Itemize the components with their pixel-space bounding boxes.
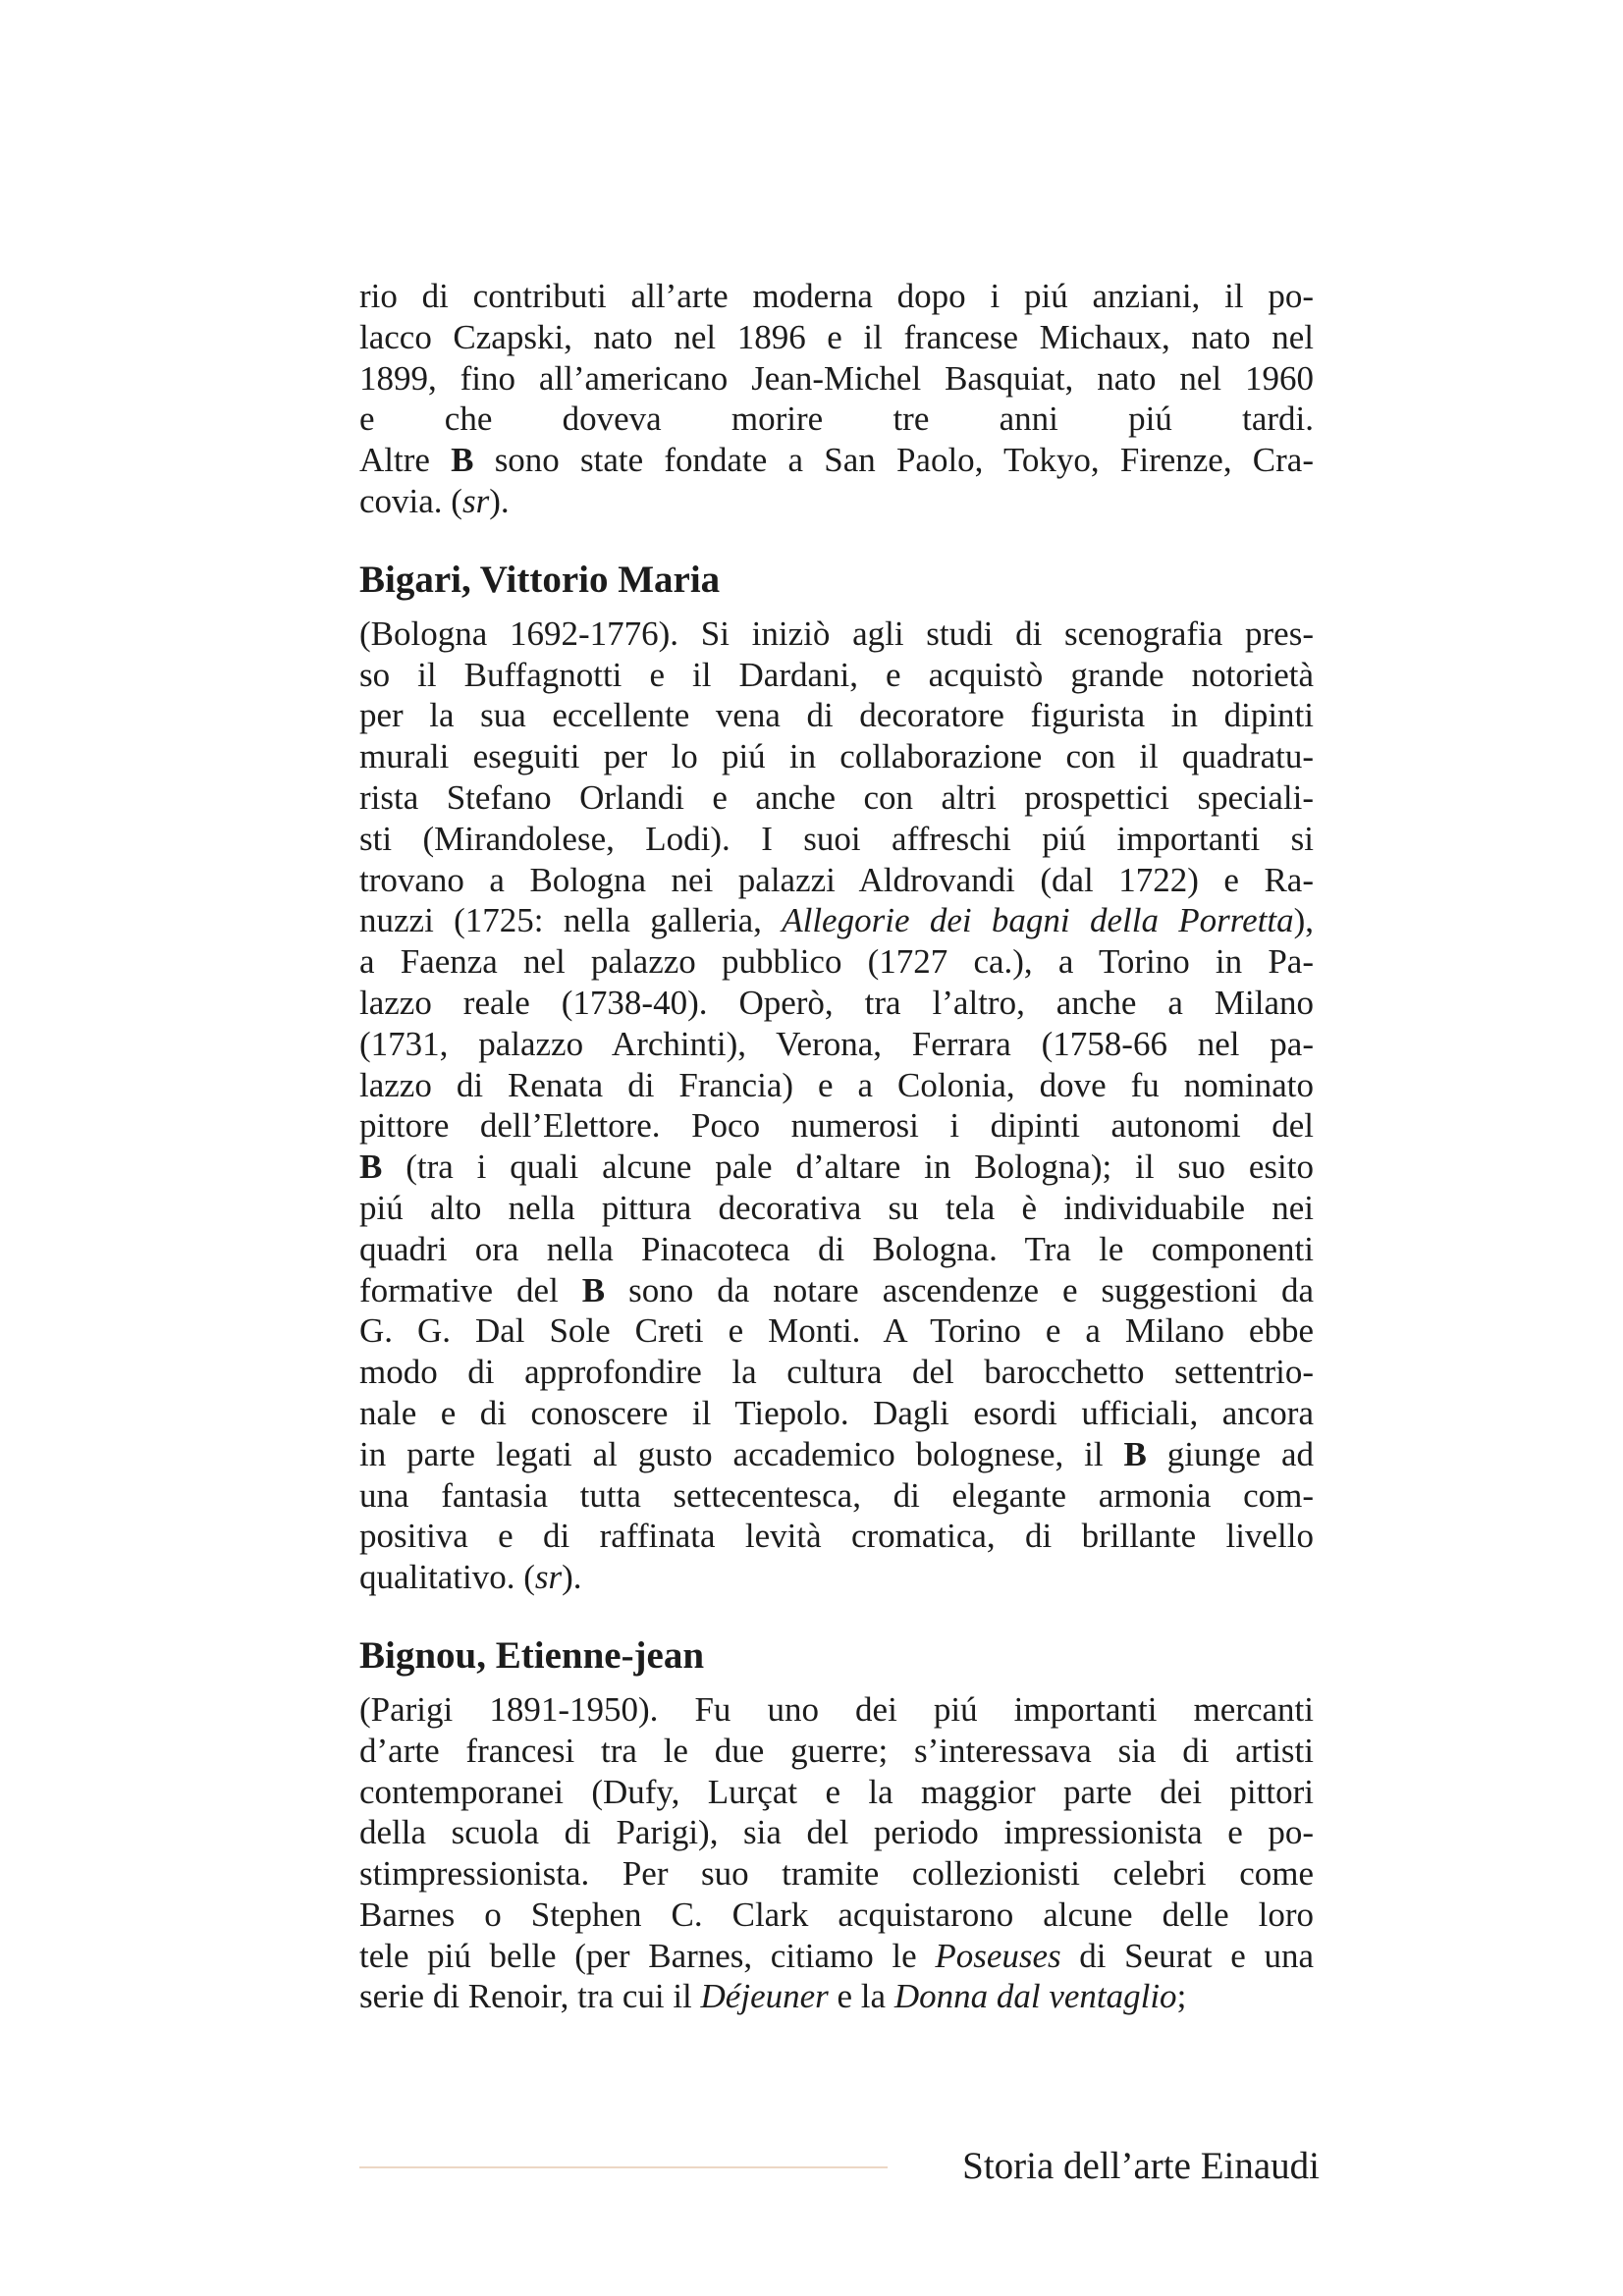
- italic-text: Donna dal ventaglio: [893, 1977, 1177, 2016]
- text-run: e che doveva morire tre anni piú tardi.: [359, 400, 1314, 439]
- text-run: giunge ad: [1146, 1434, 1314, 1473]
- entry-body-line: [359, 1434, 1314, 1475]
- text-column: [359, 276, 1314, 2017]
- text-run: per la sua eccellente vena di decoratore figurista in dipinti: [359, 696, 1314, 735]
- intro-line: [359, 317, 1314, 358]
- text-run: ).: [489, 481, 510, 520]
- text-run: e la: [828, 1977, 894, 2016]
- entry-body-line: [359, 819, 1314, 860]
- text-run: ).: [562, 1558, 582, 1597]
- text-run: piú alto nella pittura decorativa su tela è individuabile nei: [359, 1188, 1314, 1227]
- text-run: (Bologna 1692-1776). Si iniziò agli studi di scenografia pres-: [359, 614, 1314, 653]
- text-run: (Parigi 1891-1950). Fu uno dei piú importanti mercanti: [359, 1689, 1314, 1729]
- entry-body-line: [359, 1147, 1314, 1188]
- entry-body-line: [359, 1229, 1314, 1270]
- section-gap: [359, 1598, 1314, 1630]
- entry-heading-bignou: Bignou, Etienne-jean: [359, 1633, 705, 1677]
- text-run: (tra i quali alcune pale d’altare in Bologna); il suo esito: [382, 1148, 1314, 1187]
- entry-body-line: [359, 1853, 1314, 1895]
- bold-abbrev: B: [581, 1270, 606, 1309]
- entry-body-line: [359, 983, 1314, 1024]
- entry-body-bigari: [359, 614, 1314, 1598]
- text-run: Altre: [359, 441, 452, 480]
- text-run: tele piú belle (per Barnes, citiamo le: [359, 1936, 936, 1975]
- entry-body-line: [359, 736, 1314, 777]
- entry-body-line: [359, 1895, 1314, 1936]
- text-run: qualitativo. (: [359, 1558, 535, 1597]
- text-run: so il Buffagnotti e il Dardani, e acquistò grande notorietà: [359, 655, 1314, 694]
- text-run: a Faenza nel palazzo pubblico (1727 ca.), a Torino in Pa-: [359, 942, 1314, 982]
- intro-line: [359, 399, 1314, 440]
- entry-body-line: [359, 1475, 1314, 1517]
- entry-body-line: [359, 1024, 1314, 1065]
- entry-body-line: [359, 1352, 1314, 1393]
- text-run: lazzo reale (1738-40). Operò, tra l’altro, anche a Milano: [359, 983, 1314, 1022]
- intro-line: [359, 440, 1314, 481]
- entry-body-line: [359, 1772, 1314, 1813]
- entry-body-line: [359, 1188, 1314, 1229]
- entry-body-line: [359, 695, 1314, 736]
- text-run: nale e di conoscere il Tiepolo. Dagli esordi ufficiali, ancora: [359, 1393, 1314, 1432]
- text-run: ),: [1293, 901, 1315, 940]
- entry-body-line: [359, 1516, 1314, 1557]
- bold-abbrev: B: [451, 441, 474, 480]
- entry-body-line: [359, 777, 1314, 819]
- text-run: pittore dell’Elettore. Poco numerosi i dipinti autonomi del: [359, 1106, 1314, 1146]
- text-run: (1731, palazzo Archinti), Verona, Ferrara (1758-66 nel pa-: [359, 1024, 1314, 1063]
- text-run: stimpressionista. Per suo tramite collezionisti celebri come: [359, 1854, 1314, 1894]
- entry-body-line: [359, 1689, 1314, 1731]
- text-run: una fantasia tutta settecentesca, di elegante armonia com-: [359, 1475, 1314, 1515]
- entry-body-line: [359, 1812, 1314, 1853]
- entry-body-line: [359, 900, 1314, 941]
- text-run: lazzo di Renata di Francia) e a Colonia, dove fu nominato: [359, 1065, 1314, 1104]
- italic-text: Déjeuner: [700, 1977, 829, 2016]
- text-run: rista Stefano Orlandi e anche con altri prospettici speciali-: [359, 777, 1314, 817]
- text-run: in parte legati al gusto accademico bolognese, il: [359, 1434, 1124, 1473]
- footer-rule: [359, 2166, 888, 2168]
- bold-abbrev: B: [359, 1148, 383, 1187]
- text-run: contemporanei (Dufy, Lurçat e la maggior parte dei pittori: [359, 1772, 1314, 1811]
- italic-text: Allegorie dei bagni della Porretta: [782, 901, 1294, 940]
- italic-text: sr: [461, 481, 490, 520]
- italic-text: sr: [534, 1558, 563, 1597]
- text-run: serie di Renoir, tra cui il: [359, 1977, 701, 2016]
- text-run: ;: [1176, 1977, 1187, 2016]
- text-run: sono state fondate a San Paolo, Tokyo, Firenze, Cra-: [473, 441, 1314, 480]
- entry-body-line: [359, 1065, 1314, 1106]
- entry-body-line: [359, 1310, 1314, 1352]
- text-run: positiva e di raffinata levità cromatica, di brillante livello: [359, 1517, 1314, 1556]
- text-run: formative del: [359, 1270, 582, 1309]
- entry-body-line: [359, 1731, 1314, 1772]
- text-run: di Seurat e una: [1060, 1936, 1314, 1975]
- italic-text: Poseuses: [935, 1936, 1061, 1975]
- bold-abbrev: B: [1123, 1434, 1147, 1473]
- entry-body-line: [359, 1270, 1314, 1311]
- entry-body-line: [359, 1557, 1314, 1598]
- text-run: murali eseguiti per lo piú in collaborazione con il quadratu-: [359, 737, 1314, 776]
- text-run: rio di contributi all’arte moderna dopo i piú anziani, il po-: [359, 277, 1314, 315]
- text-run: covia. (: [359, 481, 462, 520]
- text-run: lacco Czapski, nato nel 1896 e il francese Michaux, nato nel: [359, 317, 1314, 356]
- entry-body-line: [359, 655, 1314, 696]
- entry-body-bignou: [359, 1689, 1314, 2017]
- text-run: modo di approfondire la cultura del barocchetto settentrio-: [359, 1353, 1314, 1392]
- text-run: Barnes o Stephen C. Clark acquistarono alcune delle loro: [359, 1895, 1314, 1934]
- entry-body-line: [359, 614, 1314, 655]
- text-run: trovano a Bologna nei palazzi Aldrovandi (dal 1722) e Ra-: [359, 860, 1314, 899]
- intro-paragraph: [359, 276, 1314, 522]
- intro-line: [359, 358, 1314, 400]
- text-run: sono da notare ascendenze e suggestioni da: [605, 1270, 1315, 1309]
- entry-body-line: [359, 941, 1314, 983]
- entry-heading-bigari: Bigari, Vittorio Maria: [359, 558, 721, 601]
- entry-body-line: [359, 1393, 1314, 1434]
- text-run: d’arte francesi tra le due guerre; s’interessava sia di artisti: [359, 1731, 1314, 1770]
- intro-line: [359, 276, 1314, 317]
- entry-body-line: [359, 860, 1314, 901]
- text-run: nuzzi (1725: nella galleria,: [359, 901, 783, 940]
- entry-body-line: [359, 1936, 1314, 1977]
- footer-publisher: Storia dell’arte Einaudi: [962, 2145, 1320, 2187]
- text-run: quadri ora nella Pinacoteca di Bologna. Tra le componenti: [359, 1229, 1314, 1268]
- section-gap: [359, 522, 1314, 555]
- text-run: della scuola di Parigi), sia del periodo impressionista e po-: [359, 1813, 1314, 1852]
- entry-body-line: [359, 1105, 1314, 1147]
- text-run: 1899, fino all’americano Jean-Michel Basquiat, nato nel 1960: [359, 358, 1314, 398]
- text-run: G. G. Dal Sole Creti e Monti. A Torino e a Milano ebbe: [359, 1311, 1314, 1351]
- text-run: sti (Mirandolese, Lodi). I suoi affreschi piú importanti si: [359, 819, 1314, 858]
- intro-line: [359, 481, 1314, 522]
- entry-body-line: [359, 1976, 1314, 2017]
